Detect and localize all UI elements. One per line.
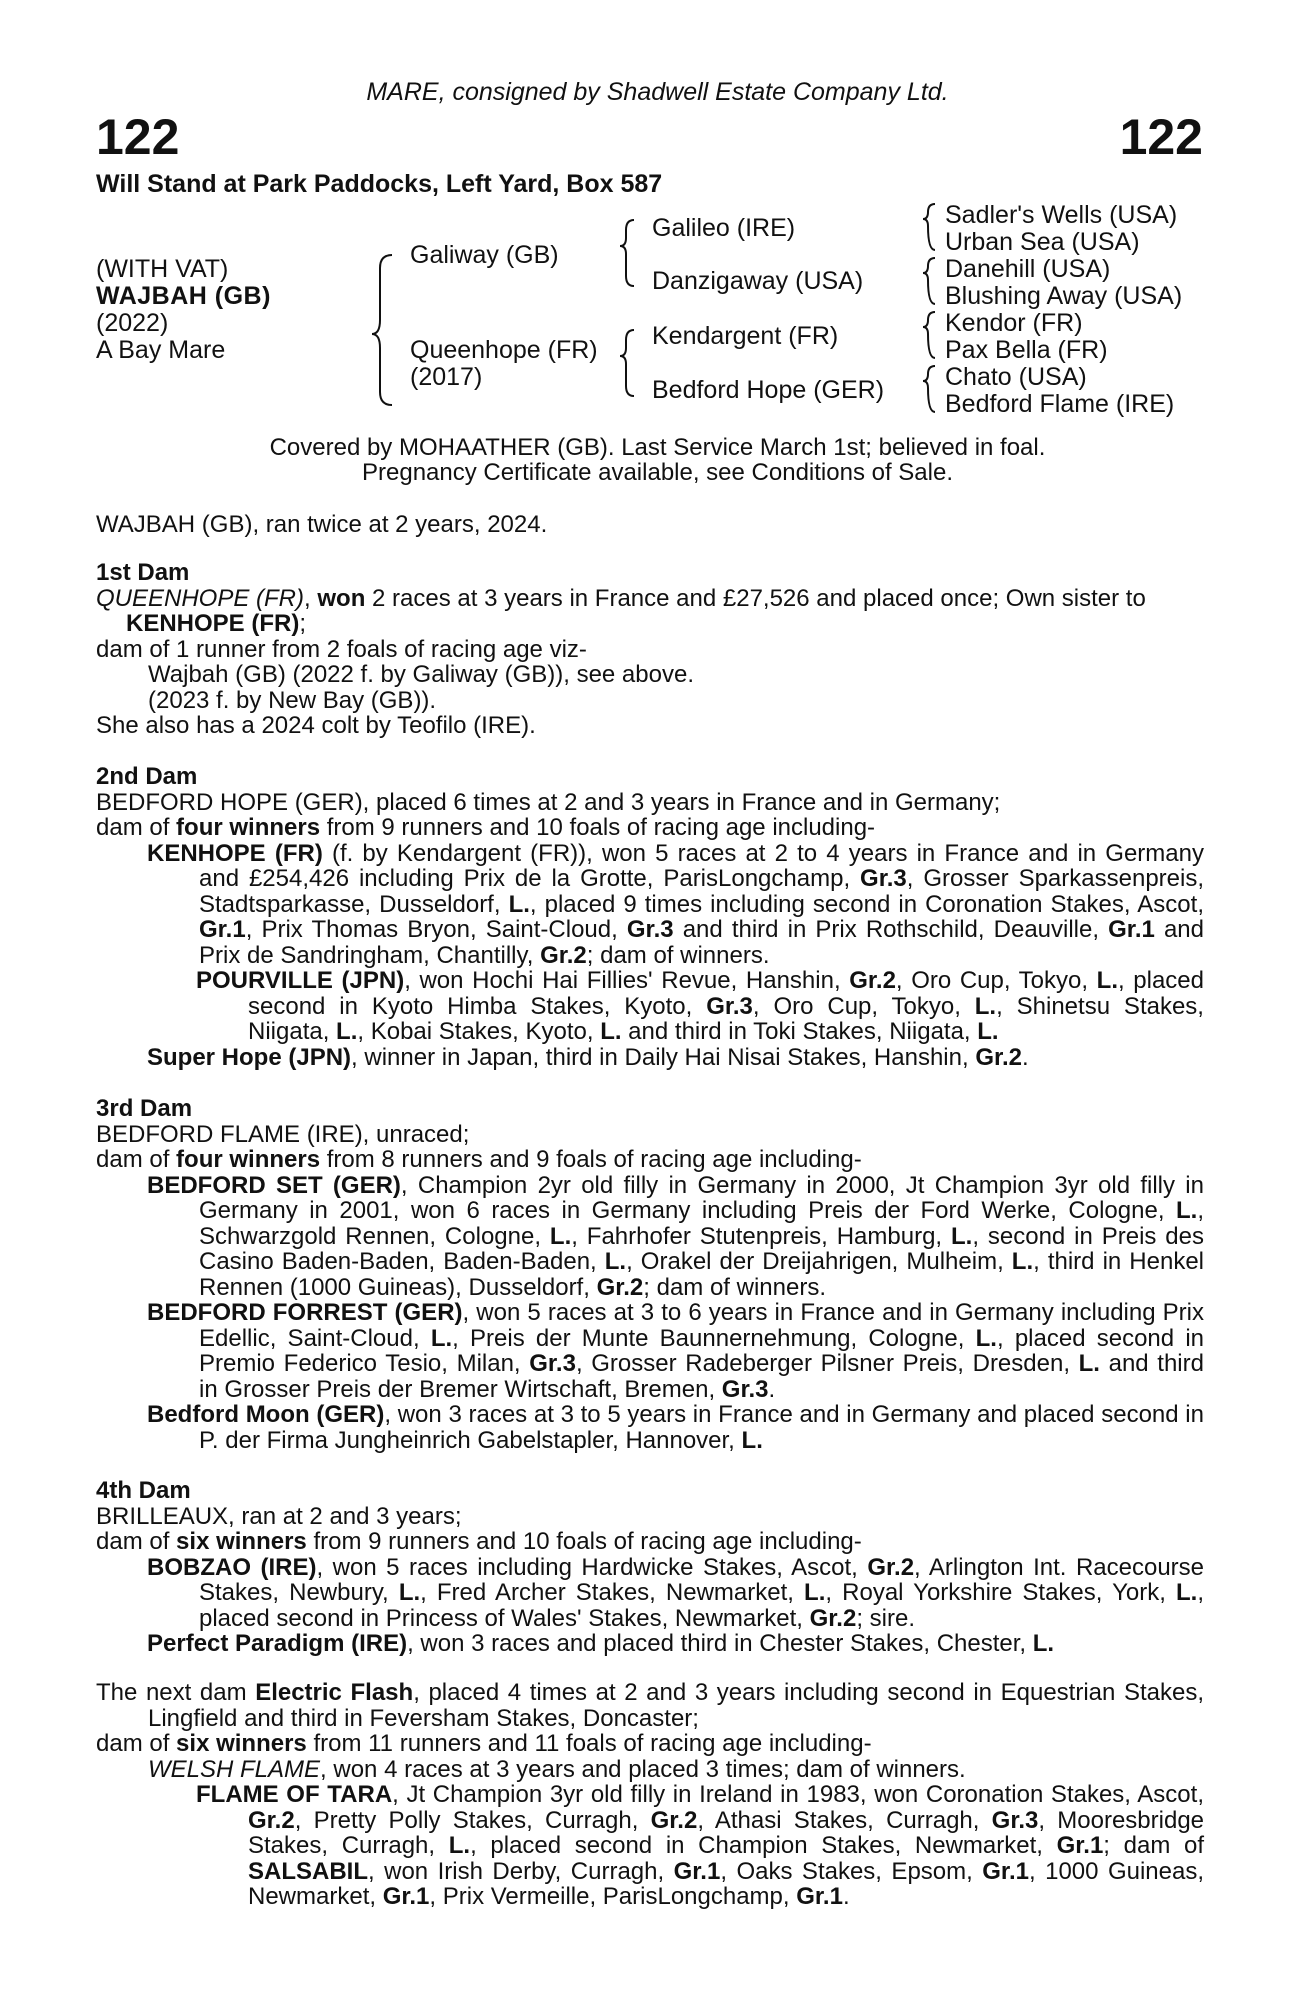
pedigree-dam-sire: Kendargent (FR) xyxy=(652,322,839,350)
pedigree-ssd: Urban Sea (USA) xyxy=(945,228,1140,256)
progeny-text: , Fred Archer Stakes, Newmarket, xyxy=(420,1579,805,1606)
progeny-text: and third in Toki Stakes, Niigata, xyxy=(621,1018,978,1045)
first-dam-also: She also has a 2024 colt by Teofilo (IRE). xyxy=(96,712,536,739)
progeny-text: (f. by Kendargent (FR)), won 5 races at 2 to 4 years in France and in Germany and £254,426 including Prix de la Grotte, ParisLongchamp, xyxy=(199,839,1204,892)
next-dam-pre: The next dam xyxy=(96,1679,256,1706)
second-dam-produce xyxy=(96,815,1204,841)
third-dam-record: BEDFORD FLAME (IRE), unraced; xyxy=(96,1120,470,1148)
grade: L. xyxy=(1078,1350,1100,1377)
progeny-text: , winner in Japan, third in Daily Hai Nisai Stakes, Hanshin, xyxy=(351,1043,976,1071)
next-dam-section xyxy=(96,1680,1204,1910)
first-dam-produce: dam of 1 runner from 2 foals of racing age viz- xyxy=(96,635,587,663)
third-dam-produce xyxy=(96,1147,1204,1173)
progeny-text: and third in Prix Rothschild, Deauville, xyxy=(673,916,1109,943)
first-dam-text: 2 races at 3 years in France and £27,526 and placed once; Own sister to xyxy=(365,584,1146,612)
grade: L. xyxy=(741,1426,763,1454)
progeny-bobzao xyxy=(96,1555,1204,1632)
progeny-text: , 1000 Guineas, Newmarket, xyxy=(248,1857,1205,1910)
lot-number-left: 122 xyxy=(96,109,180,165)
grade: L. xyxy=(977,1018,999,1045)
progeny-bedford-forrest xyxy=(96,1300,1204,1402)
first-dam-foal-1: Wajbah (GB) (2022 f. by Galiway (GB)), see above. xyxy=(148,661,694,688)
grade: L. xyxy=(804,1579,826,1606)
progeny-text: , won 3 races at 3 to 5 years in France and in Germany and placed second in P. der Firma Jungheinrich Gabelstapler, Hannover, xyxy=(199,1401,1204,1454)
first-dam-heading: 1st Dam xyxy=(96,559,190,586)
grade: Gr.3 xyxy=(860,865,907,892)
grade: Gr.2 xyxy=(975,1043,1023,1071)
grade: Gr.2 xyxy=(809,1604,857,1632)
progeny-name: KENHOPE (FR) xyxy=(147,839,323,867)
grade: L. xyxy=(1176,1197,1198,1224)
progeny-text: , won Irish Derby, Curragh, xyxy=(368,1857,674,1885)
progeny-text: , Pretty Polly Stakes, Curragh, xyxy=(294,1806,651,1834)
progeny-name: WELSH FLAME xyxy=(148,1755,321,1783)
bracket-sd xyxy=(923,258,935,304)
grade: Gr.2 xyxy=(248,1806,295,1834)
progeny-name: Super Hope (JPN) xyxy=(147,1043,352,1071)
progeny-name: FLAME OF TARA xyxy=(196,1781,393,1808)
produce-post: from 9 runners and 10 foals of racing age including- xyxy=(320,814,876,841)
grade: L. xyxy=(975,1324,997,1352)
progeny-text: , placed second in Champion Stakes, Newmarket, xyxy=(470,1832,1057,1859)
progeny-text: , Champion 2yr old filly in Germany in 2000, Jt Champion 3yr old filly in Germany in 2001, won 6 races in Germany including Preis der Ford Werke, Cologne, xyxy=(199,1171,1204,1224)
first-dam-text-end: ; xyxy=(299,610,307,637)
progeny-text: , second in Preis des Casino Baden-Baden, Baden-Baden, xyxy=(199,1222,1205,1275)
pedigree-dds: Chato (USA) xyxy=(945,363,1087,391)
produce-post: from 8 runners and 9 foals of racing age including- xyxy=(320,1146,862,1173)
grade: L. xyxy=(448,1832,471,1859)
grade: L. xyxy=(1176,1579,1198,1606)
grade: Gr.1 xyxy=(1056,1832,1104,1859)
pedigree-dam-year: (2017) xyxy=(410,363,483,391)
progeny-text: , Preis der Munte Baunnernehmung, Cologne, xyxy=(452,1324,976,1352)
grade: L. xyxy=(604,1248,627,1275)
progeny-name: BOBZAO (IRE) xyxy=(147,1553,317,1581)
progeny-name: SALSABIL xyxy=(248,1857,368,1885)
progeny-text: , Jt Champion 3yr old filly in Ireland in 1983, won Coronation Stakes, Ascot, xyxy=(392,1781,1204,1808)
grade: Gr.1 xyxy=(1108,916,1155,943)
first-dam-won: won xyxy=(317,584,366,612)
intro-text: WAJBAH (GB), ran twice at 2 years, 2024. xyxy=(96,511,548,538)
grade: L. xyxy=(1096,967,1118,994)
pedigree-sds: Danehill (USA) xyxy=(945,255,1111,283)
pedigree-ddd: Bedford Flame (IRE) xyxy=(945,390,1175,418)
grade: L. xyxy=(398,1579,421,1606)
progeny-text: , placed second in Princess of Wales' Stakes, Newmarket, xyxy=(199,1579,1204,1632)
bracket-dam xyxy=(620,330,634,396)
produce-post: from 9 runners and 10 foals of racing age including- xyxy=(306,1528,862,1555)
first-dam-record: QUEENHOPE (FR), won 2 races at 3 years in France and £27,526 and placed once; Own sister to KENHOPE (FR); xyxy=(96,584,1146,637)
produce-bold: six winners xyxy=(176,1528,307,1555)
grade: L. xyxy=(508,890,530,918)
grade: Gr.2 xyxy=(540,941,587,969)
first-dam-foal-2: (2023 f. by New Bay (GB)). xyxy=(148,686,437,714)
pedigree-dam: Queenhope (FR) xyxy=(410,336,598,364)
progeny-text: , Athasi Stakes, Curragh, xyxy=(697,1806,992,1834)
next-dam-produce xyxy=(96,1731,1204,1757)
progeny-text: , placed second in Kyoto Himba Stakes, Kyoto, xyxy=(248,967,1204,1020)
consignor-line: MARE, consigned by Shadwell Estate Company Ltd. xyxy=(366,78,949,106)
grade: Gr.3 xyxy=(706,992,753,1020)
bracket-dd xyxy=(923,366,935,412)
second-dam-section xyxy=(96,764,1204,1070)
progeny-text: ; dam of winners. xyxy=(586,941,770,969)
grade: Gr.1 xyxy=(796,1883,843,1910)
third-dam-heading: 3rd Dam xyxy=(96,1095,193,1122)
progeny-text: ; dam of xyxy=(1103,1832,1204,1859)
grade: Gr.1 xyxy=(982,1857,1029,1885)
second-dam-record: BEDFORD HOPE (GER), placed 6 times at 2 and 3 years in France and in Germany; xyxy=(96,788,1001,816)
stable-location: Will Stand at Park Paddocks, Left Yard, Box 587 xyxy=(96,170,663,198)
progeny-text: , Oro Cup, Tokyo, xyxy=(752,992,975,1020)
progeny-name: BEDFORD SET (GER) xyxy=(147,1171,401,1199)
pedigree-dsd: Pax Bella (FR) xyxy=(945,336,1108,364)
grade: Gr.1 xyxy=(382,1883,430,1910)
grade: L. xyxy=(1011,1248,1034,1275)
bracket-ds xyxy=(923,312,935,358)
progeny-text: . xyxy=(1022,1043,1029,1071)
progeny-pourville xyxy=(96,968,1204,1045)
pedigree-dam-dam: Bedford Hope (GER) xyxy=(652,376,885,404)
progeny-name: Bedford Moon (GER) xyxy=(147,1401,385,1428)
lot-number-right: 122 xyxy=(1119,109,1203,165)
progeny-super-hope xyxy=(96,1045,1204,1071)
progeny-text: , Oaks Stakes, Epsom, xyxy=(720,1857,983,1885)
progeny-text: , placed 9 times including second in Coronation Stakes, Ascot, xyxy=(529,890,1204,918)
produce-bold: six winners xyxy=(176,1730,307,1757)
progeny-text: , won 5 races including Hardwicke Stakes, Ascot, xyxy=(316,1553,868,1581)
progeny-text: , Kobai Stakes, Kyoto, xyxy=(357,1018,601,1045)
progeny-text: and third in Grosser Preis der Bremer Wirtschaft, Bremen, xyxy=(199,1350,1204,1403)
fourth-dam-produce xyxy=(96,1529,1204,1555)
covered-line: Covered by MOHAATHER (GB). Last Service March 1st; believed in foal. xyxy=(269,434,1046,461)
produce-pre: dam of xyxy=(96,1146,177,1173)
bracket-sire xyxy=(620,220,634,286)
first-dam-name: QUEENHOPE (FR) xyxy=(96,584,305,612)
grade: Gr.2 xyxy=(596,1273,644,1301)
fourth-dam-heading: 4th Dam xyxy=(96,1477,191,1504)
grade: L. xyxy=(336,1018,358,1045)
horse-name: WAJBAH (GB) xyxy=(96,282,271,310)
grade: Gr.3 xyxy=(721,1375,769,1403)
progeny-text: , Orakel der Dreijahrigen, Mulheim, xyxy=(626,1248,1012,1275)
progeny-text: and Prix de Sandringham, Chantilly, xyxy=(199,916,1204,969)
next-dam-record xyxy=(96,1680,1204,1731)
race-record xyxy=(96,512,1204,538)
pedigree-sdd: Blushing Away (USA) xyxy=(945,282,1183,310)
progeny-text: , Grosser Sparkassenpreis, Stadtsparkasse, Dusseldorf, xyxy=(199,865,1205,918)
progeny-text: , Prix Thomas Bryon, Saint-Cloud, xyxy=(245,916,627,943)
pregnancy-line: Pregnancy Certificate available, see Conditions of Sale. xyxy=(362,459,953,486)
progeny-text: , Fahrhofer Stutenpreis, Hamburg, xyxy=(571,1222,951,1250)
grade: L. xyxy=(430,1324,453,1352)
bracket-main xyxy=(372,255,392,405)
pedigree-sire: Galiway (GB) xyxy=(410,241,559,269)
grade: Gr.1 xyxy=(199,916,246,943)
grade: Gr.3 xyxy=(991,1806,1039,1834)
second-dam-heading: 2nd Dam xyxy=(96,763,198,790)
progeny-text: , won 3 races and placed third in Chester Stakes, Chester, xyxy=(407,1630,1033,1657)
fourth-dam-record: BRILLEAUX, ran at 2 and 3 years; xyxy=(96,1502,462,1530)
progeny-kenhope xyxy=(96,841,1204,969)
progeny-text: , placed second in Premio Federico Tesio, Milan, xyxy=(199,1324,1204,1377)
pedigree-sire-dam: Danzigaway (USA) xyxy=(652,267,864,295)
progeny-name: BEDFORD FORREST (GER) xyxy=(147,1299,463,1326)
next-dam-text: , placed 4 times at 2 and 3 years including second in Equestrian Stakes, Lingfield and third in Feversham Stakes, Doncaster; xyxy=(148,1679,1204,1732)
grade: L. xyxy=(1032,1630,1055,1657)
progeny-welsh-flame xyxy=(96,1757,1204,1783)
grade: L. xyxy=(974,992,997,1020)
progeny-text: , won 4 races at 3 years and placed 3 times; dam of winners. xyxy=(320,1755,966,1783)
produce-pre: dam of xyxy=(96,1730,177,1757)
first-dam-sister: KENHOPE (FR) xyxy=(126,610,300,637)
next-dam-name: Electric Flash xyxy=(255,1679,414,1706)
progeny-name: POURVILLE (JPN) xyxy=(196,967,405,994)
progeny-perfect-paradigm xyxy=(96,1631,1204,1657)
progeny-text: . xyxy=(842,1883,850,1910)
produce-pre: dam of xyxy=(96,1528,177,1555)
progeny-text: , Mooresbridge Stakes, Curragh, xyxy=(248,1806,1205,1859)
grade: L. xyxy=(600,1018,622,1045)
progeny-text: , won 5 races at 3 to 6 years in France and in Germany including Prix Edellic, Saint-Cloud, xyxy=(199,1299,1204,1352)
progeny-text: , third in Henkel Rennen (1000 Guineas), Dusseldorf, xyxy=(199,1248,1205,1301)
grade: Gr.3 xyxy=(529,1350,576,1377)
pedigree-dss: Kendor (FR) xyxy=(945,309,1083,337)
progeny-text: , Oro Cup, Tokyo, xyxy=(895,967,1097,994)
produce-pre: dam of xyxy=(96,814,177,841)
produce-bold: four winners xyxy=(176,814,321,841)
progeny-text: . xyxy=(768,1375,776,1403)
progeny-text: , Shinetsu Stakes, Niigata, xyxy=(248,992,1204,1045)
grade: L. xyxy=(950,1222,973,1250)
first-dam-section xyxy=(96,560,1204,739)
produce-post: from 11 runners and 11 foals of racing age including- xyxy=(306,1730,872,1757)
grade: Gr.2 xyxy=(650,1806,698,1834)
grade: Gr.3 xyxy=(626,916,674,943)
progeny-bedford-moon xyxy=(96,1402,1204,1453)
progeny-text: ; dam of winners. xyxy=(643,1273,827,1301)
bracket-ss xyxy=(923,204,935,250)
pedigree-sss: Sadler's Wells (USA) xyxy=(945,201,1178,229)
progeny-bedford-set xyxy=(96,1173,1204,1301)
fourth-dam-section xyxy=(96,1478,1204,1657)
grade: L. xyxy=(549,1222,572,1250)
produce-bold: four winners xyxy=(176,1146,321,1173)
progeny-name: Perfect Paradigm (IRE) xyxy=(147,1630,408,1657)
grade: Gr.1 xyxy=(673,1857,721,1885)
horse-description: A Bay Mare xyxy=(96,336,226,364)
horse-year: (2022) xyxy=(96,309,169,337)
grade: Gr.2 xyxy=(849,967,896,994)
pedigree-sire-sire: Galileo (IRE) xyxy=(652,214,796,242)
horse-vat: (WITH VAT) xyxy=(96,255,229,283)
progeny-text: , Arlington Int. Racecourse Stakes, Newbury, xyxy=(199,1553,1205,1606)
progeny-text: , Schwarzgold Rennen, Cologne, xyxy=(199,1197,1204,1250)
progeny-text: ; sire. xyxy=(856,1604,916,1632)
third-dam-section xyxy=(96,1096,1204,1453)
progeny-text: , Prix Vermeille, ParisLongchamp, xyxy=(429,1883,797,1910)
progeny-text: , Grosser Radeberger Pilsner Preis, Dresden, xyxy=(575,1350,1079,1377)
progeny-flame-of-tara xyxy=(96,1782,1204,1910)
progeny-text: , won Hochi Hai Fillies' Revue, Hanshin, xyxy=(404,967,850,994)
progeny-text: , Royal Yorkshire Stakes, York, xyxy=(825,1579,1176,1606)
grade: Gr.2 xyxy=(867,1553,915,1581)
